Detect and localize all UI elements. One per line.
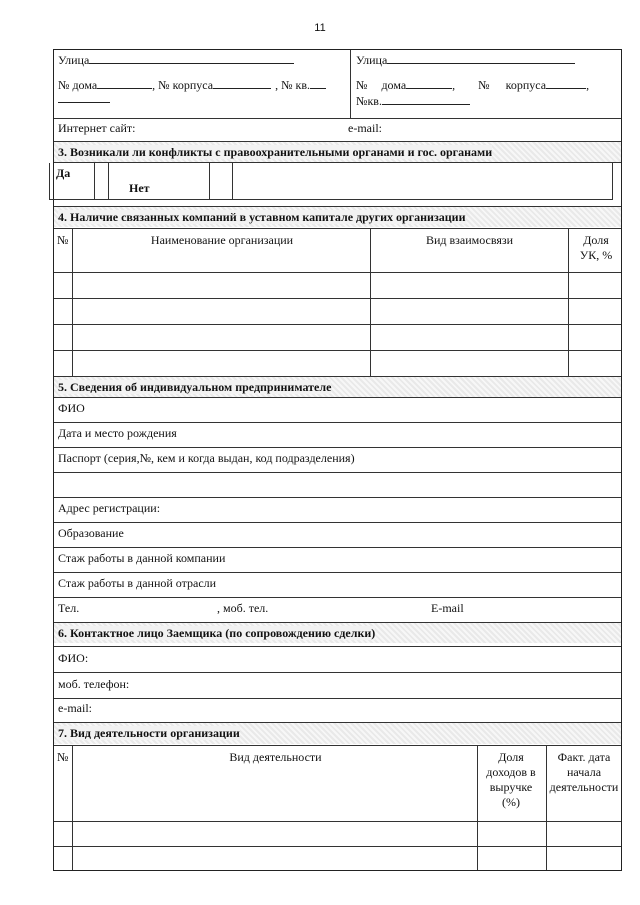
ip-address-label: Адрес регистрации: — [58, 501, 161, 515]
section6-title: 6. Контактное лицо Заемщика (по сопровождению сделки) — [54, 623, 621, 643]
s4-row-4 — [54, 350, 621, 351]
s7-row-1 — [54, 821, 621, 822]
house-left: № дома , № корпуса , № кв. — [58, 78, 326, 93]
address-divider — [350, 50, 351, 118]
s4-col-num: № — [57, 233, 69, 247]
ip-stazh-company-label: Стаж работы в данной компании — [58, 551, 226, 565]
answer-no-box[interactable] — [209, 163, 233, 199]
website-label: Интернет сайт: — [58, 121, 136, 135]
s7-col-share: Доля доходов в выручке (%) — [486, 750, 536, 809]
ip-mob-label: , моб. тел. — [217, 601, 269, 615]
ip-tel-label: Тел. — [58, 601, 80, 615]
house-right: № дома , № корпуса , — [356, 78, 590, 92]
s4-row-3 — [54, 324, 621, 325]
ip-education-label: Образование — [58, 526, 124, 540]
ip-email-label: E-mail — [431, 601, 464, 615]
contact-mob-label: моб. телефон: — [58, 677, 130, 691]
answer-no-label: Нет — [129, 181, 150, 195]
apt-continuation-line — [58, 102, 110, 103]
apt-right: №кв. — [356, 94, 470, 109]
answer-yes-label: Да — [56, 166, 71, 180]
contact-email-label: e-mail: — [58, 701, 92, 715]
ip-stazh-industry-label: Стаж работы в данной отрасли — [58, 576, 217, 590]
s4-col-relation: Вид взаимосвязи — [425, 233, 514, 247]
page-number: 11 — [314, 22, 326, 34]
section5-title: 5. Сведения об индивидуальном предпринимателе — [54, 377, 621, 397]
section4-title: 4. Наличие связанных компаний в уставном капитале других организации — [54, 207, 621, 227]
s7-col-activity: Вид деятельности — [229, 750, 322, 764]
s7-col-num: № — [57, 750, 69, 764]
form-frame — [53, 49, 622, 871]
s7-col-start-date: Факт. дата начала деятельности — [549, 750, 619, 794]
ip-passport-label: Паспорт (серия,№, кем и когда выдан, код подразделения) — [58, 451, 355, 465]
s4-row-1 — [54, 272, 621, 273]
ip-fio-label: ФИО — [58, 401, 85, 415]
street-right: Улица — [356, 53, 575, 68]
s7-row-2 — [54, 846, 621, 847]
s4-col-org: Наименование организации — [150, 233, 294, 247]
s4-row-2 — [54, 298, 621, 299]
section7-title: 7. Вид деятельности организации — [54, 723, 621, 744]
answer-yes-box[interactable] — [94, 163, 109, 199]
ip-birth-label: Дата и место рождения — [58, 426, 177, 440]
email-label: e-mail: — [348, 121, 382, 135]
section3-title: 3. Возникали ли конфликты с правоохранительными органами и гос. органами — [54, 142, 621, 162]
s4-col-share: Доля УК, % — [579, 233, 613, 262]
street-left: Улица — [58, 53, 294, 68]
contact-fio-label: ФИО: — [58, 651, 89, 665]
